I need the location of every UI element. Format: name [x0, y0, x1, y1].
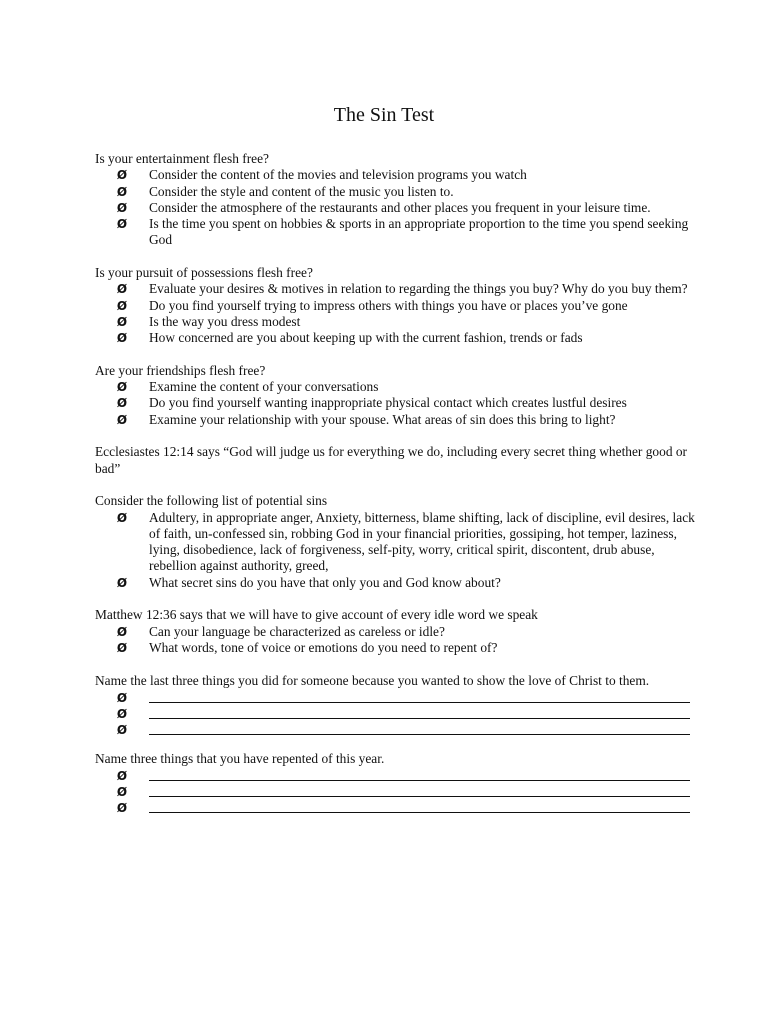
bullet-list	[95, 510, 695, 591]
bullet-icon: Ø	[116, 624, 128, 639]
section-ecclesiastes-quote	[95, 444, 695, 477]
list-item	[95, 281, 695, 297]
blank-line-item	[95, 706, 695, 719]
list-item	[95, 575, 695, 591]
list-item	[95, 395, 695, 411]
bullet-list	[95, 281, 695, 346]
list-item	[95, 314, 695, 330]
item-text: Do you find yourself trying to impress others with things you have or places you’ve gone	[149, 297, 628, 313]
item-text: Consider the content of the movies and television programs you watch	[149, 167, 527, 183]
section-potential-sins	[95, 493, 695, 591]
bullet-list	[95, 379, 695, 428]
bullet-icon: Ø	[116, 510, 128, 525]
list-item	[95, 216, 695, 249]
list-item	[95, 640, 695, 656]
bullet-icon: Ø	[116, 801, 128, 816]
section-friendships	[95, 363, 695, 428]
bullet-icon: Ø	[116, 785, 128, 800]
blank-line-list	[95, 690, 695, 735]
list-item	[95, 379, 695, 395]
bullet-icon: Ø	[116, 412, 128, 427]
section-entertainment	[95, 151, 695, 249]
bullet-icon: Ø	[116, 200, 128, 215]
item-text: What words, tone of voice or emotions do you need to repent of?	[149, 639, 498, 655]
section-heading: Name three things that you have repented of this year.	[95, 751, 385, 767]
blank-line-list	[95, 768, 695, 816]
section-matthew-quote	[95, 607, 695, 656]
bullet-icon: Ø	[116, 575, 128, 590]
blank-line-item	[95, 784, 695, 800]
item-text: Examine the content of your conversations	[149, 379, 379, 395]
item-text: What secret sins do you have that only you and God know about?	[149, 574, 501, 590]
list-item	[95, 624, 695, 640]
document-body	[95, 151, 695, 830]
item-text: Evaluate your desires & motives in relation to regarding the things you buy? Why do you buy them?	[149, 281, 688, 297]
section-heading: Is your pursuit of possessions flesh free?	[95, 265, 313, 281]
section-heading: Name the last three things you did for someone because you wanted to show the love of Christ to them.	[95, 672, 650, 688]
item-text: Is the way you dress modest	[149, 313, 301, 329]
bullet-icon: Ø	[116, 380, 128, 395]
bullet-icon: Ø	[116, 640, 128, 655]
section-possessions	[95, 265, 695, 346]
section-heading: Matthew 12:36 says that we will have to give account of every idle word we speak	[95, 607, 538, 623]
section-love-of-christ	[95, 673, 695, 735]
item-text: Do you find yourself wanting inappropriate physical contact which creates lustful desires	[149, 395, 627, 411]
section-heading: Consider the following list of potential sins	[95, 493, 328, 509]
bullet-icon: Ø	[116, 722, 128, 737]
list-item	[95, 298, 695, 314]
bullet-icon: Ø	[116, 314, 128, 329]
item-text: Is the time you spent on hobbies & sports in an appropriate proportion to the time you spend seeking God	[149, 216, 689, 248]
bullet-icon: Ø	[116, 168, 128, 183]
bullet-icon: Ø	[116, 331, 128, 346]
list-item	[95, 510, 695, 575]
bullet-icon: Ø	[116, 217, 128, 232]
bullet-icon: Ø	[116, 184, 128, 199]
item-text: Can your language be characterized as careless or idle?	[149, 623, 445, 639]
answer-blank-line[interactable]	[149, 800, 690, 813]
blank-line-item	[95, 722, 695, 735]
section-heading: Is your entertainment flesh free?	[95, 151, 269, 166]
answer-blank-line[interactable]	[149, 768, 690, 781]
list-item	[95, 184, 695, 200]
item-text: Consider the style and content of the music you listen to.	[149, 183, 454, 199]
document-title: The Sin Test	[333, 104, 435, 126]
item-text: Consider the atmosphere of the restaurants and other places you frequent in your leisure time.	[149, 199, 651, 215]
scripture-quote: Ecclesiastes 12:14 says “God will judge us for everything we do, including every secret thing whether good or bad”	[95, 444, 688, 476]
list-item	[95, 330, 695, 346]
bullet-icon: Ø	[116, 706, 128, 721]
blank-line-item	[95, 690, 695, 703]
answer-blank-line[interactable]	[149, 706, 690, 719]
bullet-icon: Ø	[116, 396, 128, 411]
list-item	[95, 200, 695, 216]
section-repented	[95, 751, 695, 816]
bullet-list	[95, 624, 695, 657]
answer-blank-line[interactable]	[149, 722, 690, 735]
answer-blank-line[interactable]	[149, 784, 690, 797]
list-item	[95, 167, 695, 183]
item-text: Examine your relationship with your spouse. What areas of sin does this bring to light?	[149, 411, 616, 427]
section-heading: Are your friendships flesh free?	[95, 362, 266, 378]
bullet-icon: Ø	[116, 298, 128, 313]
bullet-icon: Ø	[116, 769, 128, 784]
bullet-icon: Ø	[116, 282, 128, 297]
answer-blank-line[interactable]	[149, 690, 690, 703]
blank-line-item	[95, 800, 695, 816]
bullet-list	[95, 167, 695, 248]
item-text: Adultery, in appropriate anger, Anxiety, bitterness, blame shifting, lack of discipline, evil desires, lack of faith, un-confessed sin, robbing God in your financial priorities, gossiping, hot temper, laziness, lying, disobedience, lack of forgiveness, self-pity, worry, critical spirit, discontent, drub abuse, rebellion against authority, greed,	[149, 509, 695, 574]
blank-line-item	[95, 768, 695, 784]
list-item	[95, 412, 695, 428]
item-text: How concerned are you about keeping up with the current fashion, trends or fads	[149, 330, 583, 346]
bullet-icon: Ø	[116, 690, 128, 705]
